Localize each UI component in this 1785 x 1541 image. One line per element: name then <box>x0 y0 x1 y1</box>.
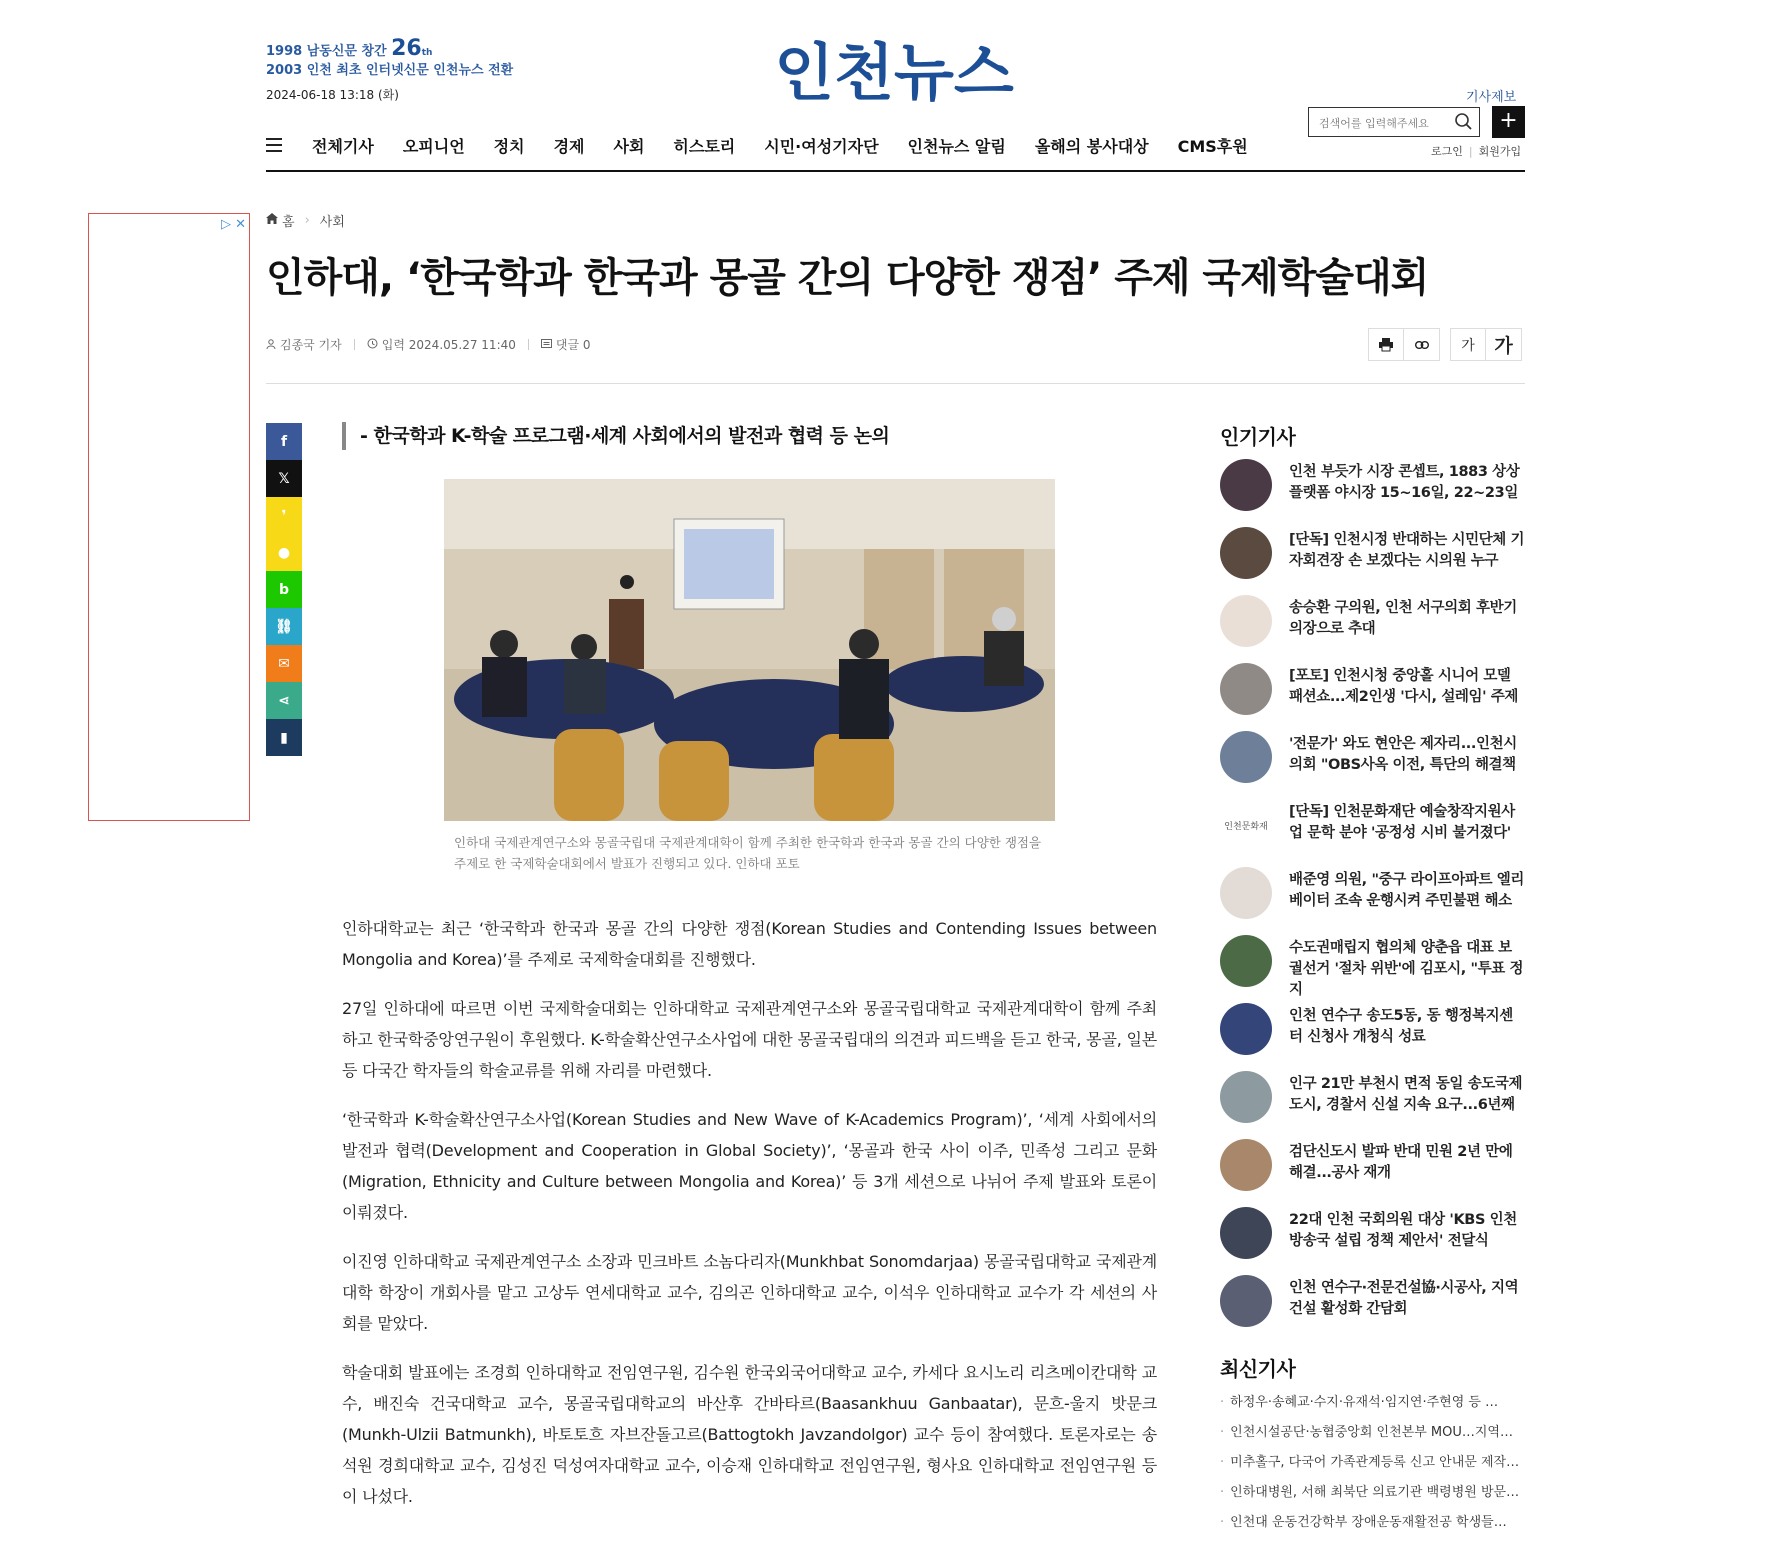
latest-item[interactable]: · 미추홀구, 다국어 가족관계등록 신고 안내문 제작… <box>1220 1455 1520 1470</box>
ad-choices-icon[interactable]: ▷ ✕ <box>220 217 246 232</box>
nav-item-history[interactable]: 히스토리 <box>673 136 736 156</box>
home-icon[interactable] <box>266 213 278 228</box>
popular-item[interactable] <box>1220 799 1525 867</box>
popular-item[interactable] <box>1220 935 1525 1003</box>
article-paragraph: 27일 인하대에 따르면 이번 국제학술대회는 인하대학교 국제관계연구소와 몽골국립대학교 국제관계대학이 함께 주최하고 한국학중앙연구원이 후원했다. K-학술확산연구소사업에 대한 몽골국립대의 의견과 피드백을 듣고 한국, 몽골, 일본 등 다국간 학자들의 학술교류를 위해 자리를 마련했다. <box>342 999 1157 1080</box>
popular-thumbnail[interactable] <box>1220 1139 1272 1191</box>
latest-item[interactable]: · 인하대병원, 서해 최북단 의료기관 백령병원 방문… <box>1220 1485 1520 1500</box>
nav-item-cms[interactable]: CMS후원 <box>1177 136 1248 156</box>
link-icon <box>1415 341 1429 349</box>
article-comments[interactable]: 댓글 0 <box>555 338 591 352</box>
bookmark-icon[interactable]: ▮ <box>266 719 302 756</box>
latest-item[interactable]: · 인천대 운동건강학부 장애운동재활전공 학생들… <box>1220 1515 1507 1530</box>
current-date: 2024-06-18 13:18 (화) <box>266 88 399 102</box>
search-input[interactable] <box>1317 112 1451 134</box>
latest-item[interactable]: · 하정우·송혜교·수지·유재석·임지연·주현영 등 … <box>1220 1395 1499 1410</box>
ad-slot[interactable] <box>88 213 250 821</box>
since-years-unit: th <box>421 48 433 58</box>
popular-item[interactable] <box>1220 663 1525 731</box>
nav-item-all[interactable]: 전체기사 <box>312 136 374 156</box>
search-box <box>1308 107 1480 137</box>
popular-thumbnail[interactable] <box>1220 595 1272 647</box>
article-paragraph: 인하대학교는 최근 ‘한국학과 한국과 몽골 간의 다양한 쟁점(Korean Studies and Contending Issues between Mongolia and Korea)’를 주제로 국제학술대회를 진행했다. <box>342 919 1157 969</box>
since-years: 26 <box>391 36 422 61</box>
search-icon[interactable] <box>1453 111 1475 133</box>
popular-title[interactable]: [단독] 인천시정 반대하는 시민단체 기자회견장 손 보겠다는 시의원 누구 <box>1289 532 1525 569</box>
popular-thumbnail[interactable] <box>1220 731 1272 783</box>
article-tools <box>1368 328 1522 361</box>
report-link[interactable]: 기사제보 <box>1466 90 1517 105</box>
popular-title[interactable]: 인천 연수구·전문건설協·시공사, 지역건설 활성화 간담회 <box>1289 1280 1519 1317</box>
print-icon <box>1379 338 1393 351</box>
article-paragraph: 학술대회 발표에는 조경희 인하대학교 전임연구원, 김수원 한국외국어대학교 교수, 카세다 요시노리 리츠메이칸대학 교수, 배진숙 건국대학교 교수, 몽골국립대학교의 바산후 간바타르(Baasankhuu Ganbaatar), 문흐-울지 밧문크(Munkh-Ulzii Batmunkh), 바토토흐 자브잔돌고르(Battogtokh Javzandolgor) 교수 등이 참여했다. 토론자로는 송석원 경희대학교 교수, 김성진 덕성여자대학교 교수, 이승재 인하대학교 전임연구원, 형사요 인하대학교 전임연구원 등이 나섰다. <box>342 1363 1158 1506</box>
popular-thumbnail[interactable] <box>1220 527 1272 579</box>
popular-thumbnail[interactable] <box>1220 1071 1272 1123</box>
popular-title[interactable]: 검단신도시 발파 반대 민원 2년 만에 해결...공사 재개 <box>1289 1144 1513 1181</box>
plus-button[interactable]: + <box>1492 106 1525 138</box>
article-paragraph: 이진영 인하대학교 국제관계연구소 소장과 민크바트 소놈다리자(Munkhbat Sonomdarjaa) 몽골국립대학교 국제관계대학 학장이 개회사를 맡고 고상두 연세대학교 교수, 김의곤 인하대학교 교수, 이석우 인하대학교 교수가 각 세션의 사회를 맡았다. <box>342 1252 1157 1333</box>
popular-thumbnail[interactable]: 인천문화재 <box>1220 799 1272 851</box>
nav-item-society[interactable]: 사회 <box>613 136 645 156</box>
popular-item[interactable] <box>1220 527 1525 595</box>
link-share-icon[interactable]: ⛓ <box>266 608 302 645</box>
kakaotalk-share-icon[interactable]: ● <box>266 534 302 571</box>
auth-links: 로그인 | 회원가입 <box>1431 145 1522 158</box>
popular-title[interactable]: 인천 연수구 송도5동, 동 행정복지센터 신청사 개청식 성료 <box>1289 1008 1513 1045</box>
breadcrumb-section[interactable]: 사회 <box>319 215 345 230</box>
article-body <box>342 913 1157 1530</box>
popular-thumbnail[interactable] <box>1220 1003 1272 1055</box>
article-author[interactable]: 김종국 기자 <box>280 338 342 352</box>
popular-thumbnail[interactable] <box>1220 459 1272 511</box>
popular-thumbnail[interactable] <box>1220 935 1272 987</box>
latest-heading: 최신기사 <box>1220 1357 1296 1381</box>
breadcrumb <box>266 211 345 230</box>
main-nav <box>266 130 1277 160</box>
user-icon <box>266 338 276 352</box>
share-bar <box>266 423 302 756</box>
nav-item-volunteer-award[interactable]: 올해의 봉사대상 <box>1034 136 1149 156</box>
popular-item[interactable] <box>1220 1139 1525 1207</box>
popular-item[interactable] <box>1220 459 1525 527</box>
article-date: 입력 2024.05.27 11:40 <box>381 338 516 352</box>
popular-title[interactable]: 배준영 의원, "중구 라이프아파트 엘리베이터 조속 운행시켜 주민불편 해소 <box>1289 872 1524 909</box>
latest-item[interactable]: · 인천시설공단·농협중앙회 인천본부 MOU…지역… <box>1220 1425 1513 1440</box>
nav-item-economy[interactable]: 경제 <box>553 136 585 156</box>
email-share-icon[interactable]: ✉ <box>266 645 302 682</box>
band-share-icon[interactable]: b <box>266 571 302 608</box>
facebook-share-icon[interactable]: f <box>266 423 302 460</box>
font-increase-button[interactable]: 가 <box>1486 328 1522 361</box>
copy-link-button[interactable] <box>1404 328 1440 361</box>
login-link[interactable]: 로그인 <box>1431 145 1463 158</box>
article-paragraph: ‘한국학과 K-학술확산연구소사업(Korean Studies and New Wave of K-Academics Program)’, ‘세계 사회에서의 발전과 협력(Development and Cooperation in Global Society)’, ‘몽골과 한국 사이 이주, 민족성 그리고 문화(Migration, Ethnicity and Culture between Mongolia and Korea)’ 등 3개 세션으로 나뉘어 주제 발표와 토론이 이뤄졌다. <box>342 1110 1157 1222</box>
nav-item-opinion[interactable]: 오피니언 <box>402 136 465 156</box>
font-decrease-button[interactable]: 가 <box>1450 328 1486 361</box>
photo-caption: 인하대 국제관계연구소와 몽골국립대 국제관계대학이 함께 주최한 한국학과 한국과 몽골 간의 다양한 쟁점을 주제로 한 국제학술대회에서 발표가 진행되고 있다. 인하대 포토 <box>454 835 1042 871</box>
comment-icon <box>541 338 552 352</box>
breadcrumb-home[interactable]: 홈 <box>282 215 295 230</box>
popular-title[interactable]: 인천 부듯가 시장 콘셉트, 1883 상상플랫폼 야시장 15~16일, 22~23일 <box>1289 464 1520 501</box>
popular-item[interactable] <box>1220 1003 1525 1071</box>
meta-divider <box>266 383 1525 384</box>
site-logo[interactable] <box>774 24 1014 114</box>
popular-item[interactable] <box>1220 731 1525 799</box>
popular-item[interactable] <box>1220 1071 1525 1139</box>
nav-divider <box>266 170 1525 172</box>
since-line2: 2003 인천 최초 인터넷신문 인천뉴스 전환 <box>266 63 514 78</box>
popular-thumbnail[interactable] <box>1220 1275 1272 1327</box>
popular-thumbnail[interactable] <box>1220 1207 1272 1259</box>
nav-item-citizen-reporters[interactable]: 시민·여성기자단 <box>764 136 879 156</box>
popular-item[interactable] <box>1220 1275 1525 1343</box>
popular-item[interactable] <box>1220 1207 1525 1275</box>
popular-list <box>1220 459 1525 1343</box>
x-share-icon[interactable]: 𝕏 <box>266 460 302 497</box>
popular-item[interactable] <box>1220 595 1525 663</box>
popular-title[interactable]: 수도권매립지 협의체 양춘읍 대표 보궐선거 '절차 위반'에 김포시, "투표 정지 <box>1289 940 1524 998</box>
kakaostory-share-icon[interactable]: ❜ <box>266 497 302 534</box>
nav-item-notice[interactable]: 인천뉴스 알림 <box>907 136 1006 156</box>
since-banner <box>266 36 514 79</box>
popular-title[interactable]: [단독] 인천문화재단 예술창작지원사업 문학 분야 '공정성 시비 불거졌다' <box>1289 804 1515 841</box>
print-button[interactable] <box>1368 328 1404 361</box>
popular-heading: 인기기사 <box>1220 425 1296 449</box>
popular-thumbnail[interactable] <box>1220 867 1272 919</box>
latest-list <box>1220 1391 1525 1541</box>
signup-link[interactable]: 회원가입 <box>1478 145 1522 158</box>
clock-icon <box>367 338 378 352</box>
nav-item-politics[interactable]: 정치 <box>493 136 525 156</box>
article-title: 인하대, ‘한국학과 한국과 몽골 간의 다양한 쟁점’ 주제 국제학술대회 <box>266 255 1429 301</box>
article-photo[interactable] <box>444 479 1055 821</box>
chevron-right-icon: › <box>304 213 310 228</box>
popular-title[interactable]: '전문가' 와도 현안은 제자리...인천시의회 "OBS사옥 이전, 특단의 해결책 <box>1289 736 1517 773</box>
since-line1: 1998 남동신문 창간 <box>266 44 387 59</box>
popular-item[interactable] <box>1220 867 1525 935</box>
share-icon[interactable]: ⋖ <box>266 682 302 719</box>
popular-title[interactable]: [포토] 인천시청 중앙홀 시니어 모델 패션쇼...제2인생 '다시, 설레임' 주제 <box>1289 668 1519 705</box>
popular-title[interactable]: 인구 21만 부천시 면적 동일 송도국제도시, 경찰서 신설 지속 요구...6년째 <box>1289 1076 1523 1113</box>
popular-thumbnail[interactable] <box>1220 663 1272 715</box>
popular-title[interactable]: 송승환 구의원, 인천 서구의회 후반기 의장으로 추대 <box>1289 600 1517 637</box>
popular-title[interactable]: 22대 인천 국회의원 대상 'KBS 인천 방송국 설립 정책 제안서' 전달식 <box>1289 1212 1517 1249</box>
logo-text: 인천뉴스 <box>774 36 1014 109</box>
article-subheading: - 한국학과 K-학술 프로그램·세계 사회에서의 발전과 협력 등 논의 <box>342 422 889 450</box>
article-meta <box>266 336 591 353</box>
menu-icon[interactable] <box>266 138 284 152</box>
